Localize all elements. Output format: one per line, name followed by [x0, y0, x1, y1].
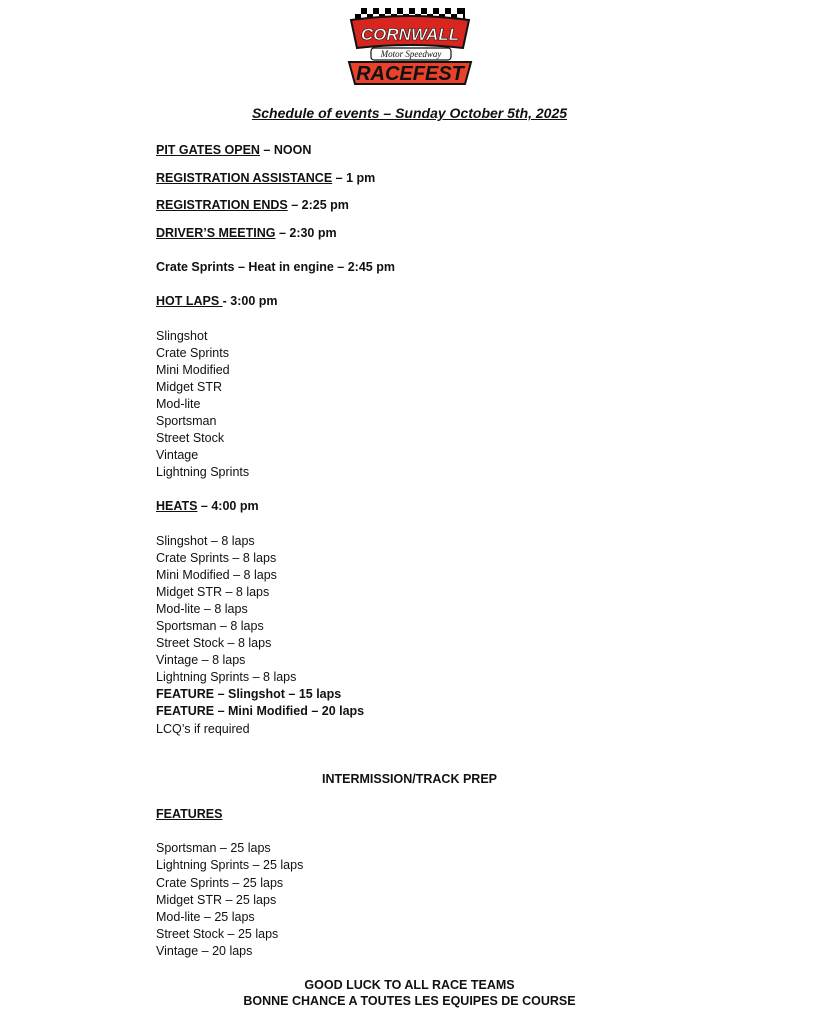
- schedule-label: DRIVER’S MEETING: [156, 226, 276, 240]
- list-item: Vintage – 20 laps: [156, 944, 253, 958]
- list-item: Sportsman: [156, 414, 217, 428]
- crate-heat-item: Crate Sprints – Heat in engine – 2:45 pm: [156, 260, 395, 274]
- list-item: Sportsman – 25 laps: [156, 841, 271, 855]
- hot-laps-time: - 3:00 pm: [222, 294, 278, 308]
- list-item: Mod-lite – 8 laps: [156, 602, 248, 616]
- heats-heading: [156, 498, 259, 514]
- list-item: Slingshot – 8 laps: [156, 534, 255, 548]
- heats-time: – 4:00 pm: [197, 499, 259, 513]
- list-item: Midget STR – 8 laps: [156, 585, 270, 599]
- list-item: Vintage: [156, 448, 199, 462]
- page-title: Schedule of events – Sunday October 5th, 2025: [251, 105, 568, 121]
- feature-item: FEATURE – Slingshot – 15 laps: [156, 687, 342, 701]
- closing-line-english: GOOD LUCK TO ALL RACE TEAMS: [304, 978, 515, 992]
- list-item: Midget STR – 25 laps: [156, 893, 277, 907]
- schedule-time: – NOON: [259, 143, 312, 157]
- schedule-item: [156, 142, 311, 158]
- schedule-item: [156, 225, 337, 241]
- logo-top-text: CORNWALL: [360, 25, 460, 44]
- list-item: Mod-lite: [156, 397, 201, 411]
- schedule-item: [156, 170, 375, 186]
- list-item: Vintage – 8 laps: [156, 653, 246, 667]
- list-item: Lightning Sprints – 8 laps: [156, 670, 297, 684]
- closing-line-french: BONNE CHANCE A TOUTES LES EQUIPES DE COURSE: [243, 994, 576, 1008]
- list-item: Street Stock – 25 laps: [156, 927, 279, 941]
- logo-middle-text: Motor Speedway: [380, 49, 442, 59]
- list-item: Lightning Sprints: [156, 465, 250, 479]
- schedule-time: – 1 pm: [332, 171, 376, 185]
- feature-item: FEATURE – Mini Modified – 20 laps: [156, 704, 365, 718]
- intermission-heading: INTERMISSION/TRACK PREP: [321, 772, 497, 786]
- hot-laps-heading: [156, 293, 278, 309]
- list-item: Mod-lite – 25 laps: [156, 910, 255, 924]
- schedule-item: [156, 197, 349, 213]
- racefest-logo: [345, 6, 475, 86]
- list-item: Lightning Sprints – 25 laps: [156, 858, 304, 872]
- list-item: Mini Modified: [156, 363, 230, 377]
- list-item: Slingshot: [156, 329, 208, 343]
- list-item: Sportsman – 8 laps: [156, 619, 264, 633]
- list-item: Midget STR: [156, 380, 222, 394]
- hot-laps-label: HOT LAPS: [156, 294, 223, 308]
- list-item: Crate Sprints – 25 laps: [156, 876, 284, 890]
- list-item: Mini Modified – 8 laps: [156, 568, 277, 582]
- logo-bottom-text: RACEFEST: [356, 63, 464, 85]
- schedule-time: – 2:25 pm: [287, 198, 349, 212]
- list-item: Street Stock – 8 laps: [156, 636, 272, 650]
- schedule-label: PIT GATES OPEN: [156, 143, 260, 157]
- list-item: Crate Sprints – 8 laps: [156, 551, 277, 565]
- list-item: Crate Sprints: [156, 346, 229, 360]
- schedule-time: – 2:30 pm: [275, 226, 337, 240]
- heats-label: HEATS: [156, 499, 198, 513]
- lcq-note: LCQ’s if required: [156, 722, 250, 736]
- list-item: Street Stock: [156, 431, 225, 445]
- features-heading: FEATURES: [156, 807, 223, 821]
- schedule-label: REGISTRATION ASSISTANCE: [156, 171, 333, 185]
- schedule-label: REGISTRATION ENDS: [156, 198, 288, 212]
